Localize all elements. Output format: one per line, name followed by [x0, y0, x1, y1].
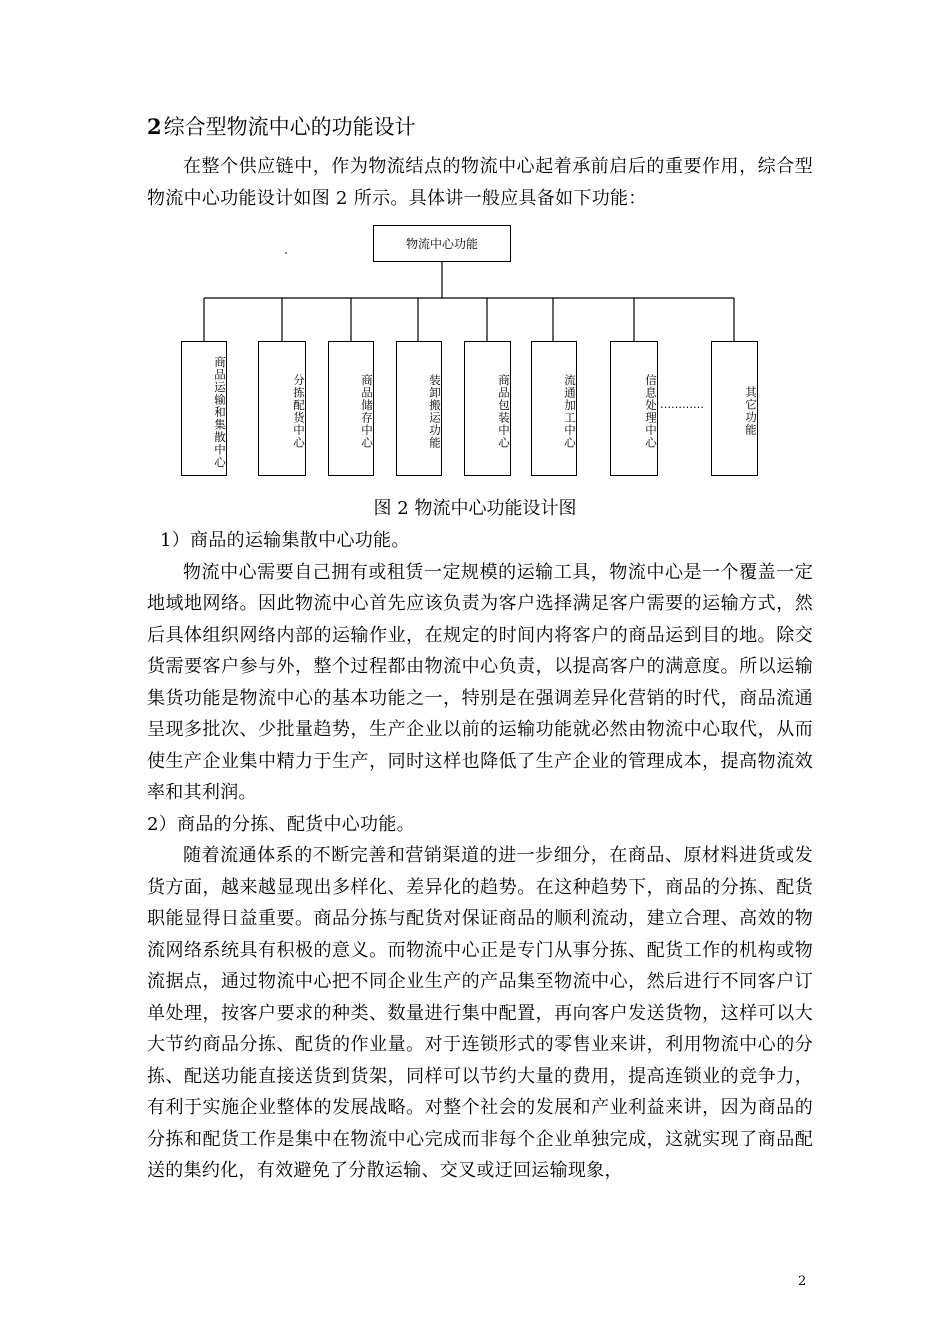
diagram-node-label: 商品运输和集散中心	[213, 356, 227, 469]
diagram-node	[396, 341, 442, 476]
page-number: 2	[798, 1274, 807, 1289]
diagram-node-label: 商品包装中心	[497, 374, 511, 449]
diagram-node	[531, 341, 577, 476]
section-title: 综合型物流中心的功能设计	[163, 115, 416, 139]
diagram-node	[610, 341, 658, 476]
figure-caption: 图 2 物流中心功能设计图	[373, 498, 577, 519]
diagram-node	[181, 341, 227, 476]
diagram-node	[464, 341, 511, 476]
diagram-node-label: 装卸搬运功能	[428, 374, 442, 449]
diagram-node	[258, 341, 306, 476]
diagram-root-label: 物流中心功能	[405, 237, 478, 251]
diagram-node	[711, 341, 758, 476]
item-1-heading: 1）商品的运输集散中心功能。	[160, 530, 410, 551]
diagram-ellipsis: …………	[660, 398, 704, 411]
intro-paragraph: 在整个供应链中，作为物流结点的物流中心起着承前启后的重要作用，综合型物流中心功能设计如图 2 所示。具体讲一般应具备如下功能：	[147, 156, 813, 209]
diagram-node-label: 分拣配货中心	[292, 374, 306, 449]
diagram-node-label: 商品储存中心	[360, 374, 374, 449]
diagram-node	[328, 341, 374, 476]
item-1-block	[147, 525, 813, 1187]
stray-mark	[285, 252, 287, 254]
diagram-root-box	[373, 225, 511, 262]
item-2-body: 随着流通体系的不断完善和营销渠道的进一步细分，在商品、原材料进货或发货方面，越来越显现出多样化、差异化的趋势。在这种趋势下，商品的分拣、配货职能显得日益重要。商品分拣与配货对保证商品的顺利流动，建立合理、高效的物流网络系统具有积极的意义。而物流中心正是专门从事分拣、配货工作的机构或物流据点，通过物流中心把不同企业生产的产品集至物流中心，然后进行不同客户订单处理，按客户要求的种类、数量进行集中配置，再向客户发送货物，这样可以大大节约商品分拣、配货的作业量。对于连锁形式的零售业来讲，利用物流中心的分拣、配送功能直接送货到货架，同样可以节约大量的费用，提高连锁业的竞争力，有利于实施企业整体的发展战略。对整个社会的发展和产业利益来讲，因为商品的分拣和配货工作是集中在物流中心完成而非每个企业单独完成，这就实现了商品配送的集约化，有效避免了分散运输、交叉或迂回运输现象，	[147, 845, 813, 1181]
diagram-node-label: 信息处理中心	[644, 374, 658, 449]
diagram-node-label: 流通加工中心	[563, 374, 577, 449]
item-2-heading: 2）商品的分拣、配货中心功能。	[147, 813, 415, 835]
item-1-body: 物流中心需要自己拥有或租赁一定规模的运输工具，物流中心是一个覆盖一定地域地网络。因此物流中心首先应该负责为客户选择满足客户需要的运输方式，然后具体组织网络内部的运输作业，在规定的时间内将客户的商品运到目的地。除交货需要客户参与外，整个过程都由物流中心负责，以提高客户的满意度。所以运输集货功能是物流中心的基本功能之一，特别是在强调差异化营销的时代，商品流通呈现多批次、少批量趋势，生产企业以前的运输功能就必然由物流中心取代，从而使生产企业集中精力于生产，同时这样也降低了生产企业的管理成本，提高物流效率和其利润。	[147, 561, 813, 803]
diagram-node-label: 其它功能	[744, 386, 758, 436]
section-number: 2	[147, 114, 162, 139]
